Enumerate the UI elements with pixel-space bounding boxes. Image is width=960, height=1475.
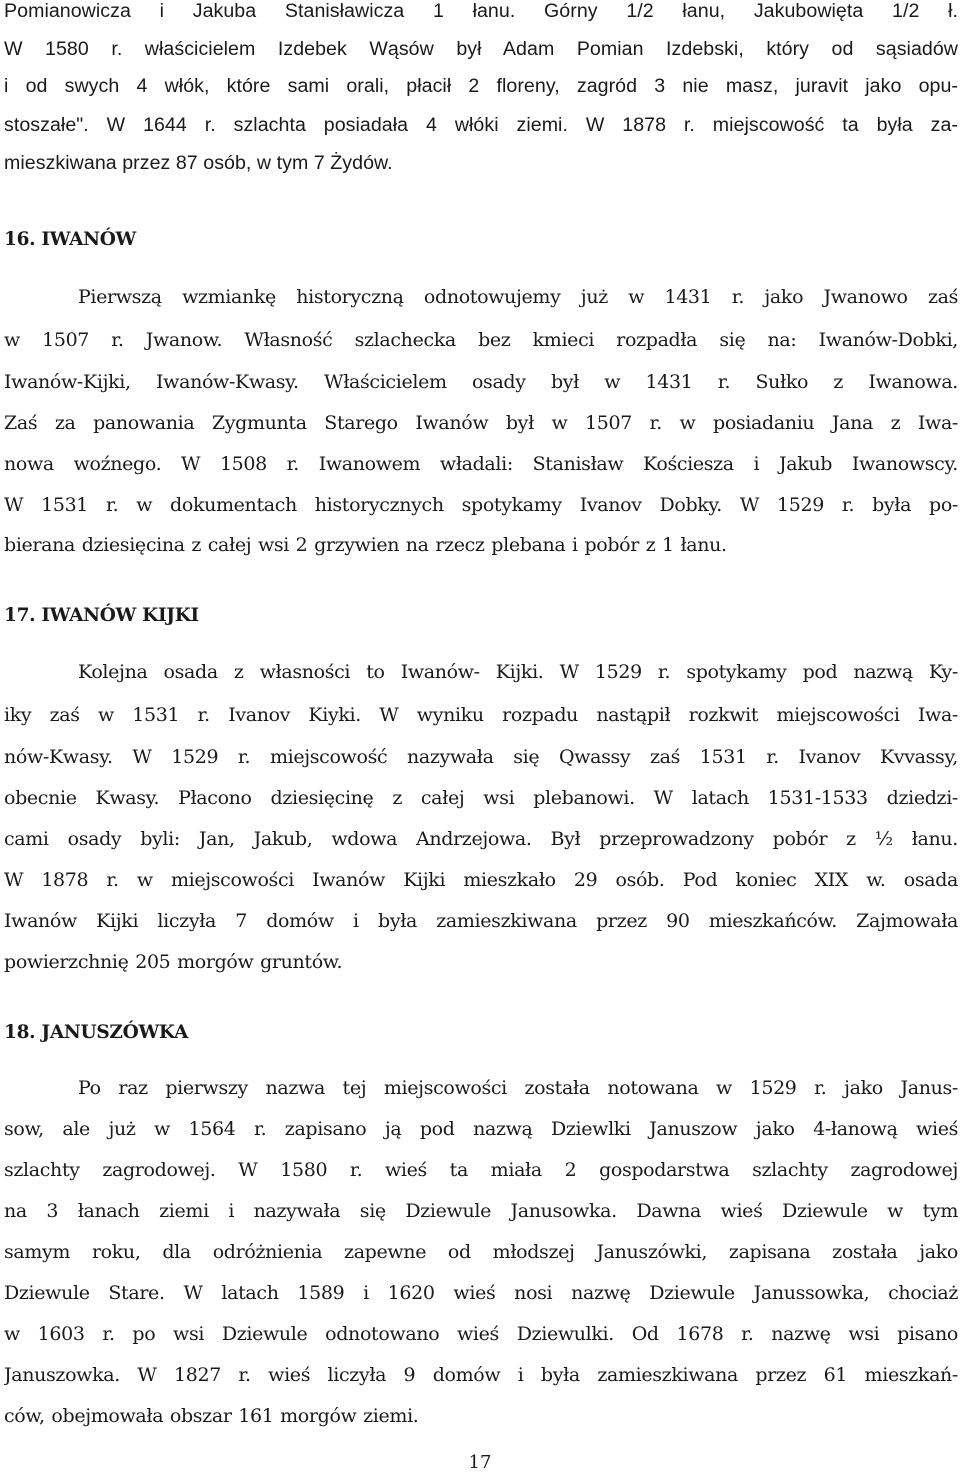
intro-line-4: stoszałe". W 1644 r. szlachta posiadała 4 włóki ziemi. W 1878 r. miejscowość ta była za- — [4, 114, 958, 136]
section-17-line-7: Iwanów Kijki liczyła 7 domów i była zamieszkiwana przez 90 mieszkańców. Zajmowała — [4, 910, 958, 932]
section-16-line-2: w 1507 r. Jwanow. Własność szlachecka bez kmieci rozpadła się na: Iwanów-Dobki, — [4, 329, 958, 351]
section-18-line-8: Januszowka. W 1827 r. wieś liczyła 9 domów i była zamieszkiwana przez 61 mieszkań- — [4, 1364, 958, 1386]
section-17-line-4: obecnie Kwasy. Płacono dziesięcinę z całej wsi plebanowi. W latach 1531-1533 dziedzi- — [4, 787, 958, 809]
section-18-line-9: ców, obejmowała obszar 161 morgów ziemi. — [4, 1405, 419, 1427]
section-16-line-7: bierana dziesięcina z całej wsi 2 grzywien na rzecz plebana i pobór z 1 łanu. — [4, 534, 727, 556]
section-18-line-3: szlachty zagrodowej. W 1580 r. wieś ta miała 2 gospodarstwa szlachty zagrodowej — [4, 1159, 958, 1181]
section-18-line-2: sow, ale już w 1564 r. zapisano ją pod nazwą Dziewlki Januszow jako 4-łanową wieś — [4, 1118, 958, 1140]
page-number: 17 — [468, 1452, 492, 1473]
section-17-line-5: cami osady byli: Jan, Jakub, wdowa Andrzejowa. Był przeprowadzony pobór z ½ łanu. — [4, 828, 958, 850]
intro-line-2: W 1580 r. właścicielem Izdebek Wąsów był Adam Pomian Izdebski, który od sąsiadów — [4, 38, 958, 60]
section-17-line-1: Kolejna osada z własności to Iwanów- Kijki. W 1529 r. spotykamy pod nazwą Ky- — [78, 661, 958, 683]
section-18-line-1: Po raz pierwszy nazwa tej miejscowości została notowana w 1529 r. jako Janus- — [78, 1077, 958, 1099]
section-17-line-2: iky zaś w 1531 r. Ivanov Kiyki. W wyniku rozpadu nastąpił rozkwit miejscowości Iwa- — [4, 704, 958, 726]
section-18-line-7: w 1603 r. po wsi Dziewule odnotowano wieś Dziewulki. Od 1678 r. nazwę wsi pisano — [4, 1323, 958, 1345]
section-17-line-3: nów-Kwasy. W 1529 r. miejscowość nazywała się Qwassy zaś 1531 r. Ivanov Kvvassy, — [4, 746, 958, 768]
section-16-line-3: Iwanów-Kijki, Iwanów-Kwasy. Właścicielem osady był w 1431 r. Sułko z Iwanowa. — [4, 371, 958, 393]
intro-line-3: i od swych 4 włók, które sami orali, płacił 2 floreny, zagród 3 nie masz, juravit jako opu- — [4, 75, 958, 97]
section-heading-januszowka: 18. JANUSZÓWKA — [4, 1022, 189, 1043]
section-heading-iwanow-kijki: 17. IWANÓW KIJKI — [4, 605, 199, 626]
section-16-line-6: W 1531 r. w dokumentach historycznych spotykamy Ivanov Dobky. W 1529 r. była po- — [4, 494, 958, 516]
section-17-line-6: W 1878 r. w miejscowości Iwanów Kijki mieszkało 29 osób. Pod koniec XIX w. osada — [4, 869, 958, 891]
section-18-line-6: Dziewule Stare. W latach 1589 i 1620 wieś nosi nazwę Dziewule Janussowka, chociaż — [4, 1282, 958, 1304]
intro-line-5: mieszkiwana przez 87 osób, w tym 7 Żydów. — [4, 152, 393, 174]
section-16-line-1: Pierwszą wzmiankę historyczną odnotowujemy już w 1431 r. jako Jwanowo zaś — [78, 286, 958, 308]
section-heading-iwanow: 16. IWANÓW — [4, 229, 137, 250]
section-16-line-4: Zaś za panowania Zygmunta Starego Iwanów był w 1507 r. w posiadaniu Jana z Iwa- — [4, 412, 958, 434]
section-18-line-4: na 3 łanach ziemi i nazywała się Dziewule Janusowka. Dawna wieś Dziewule w tym — [4, 1200, 958, 1222]
section-16-line-5: nowa woźnego. W 1508 r. Iwanowem władali: Stanisław Kościesza i Jakub Iwanowscy. — [4, 453, 958, 475]
intro-line-1: Pomianowicza i Jakuba Stanisławicza 1 łanu. Górny 1/2 łanu, Jakubowięta 1/2 ł. — [4, 0, 958, 22]
section-17-line-8: powierzchnię 205 morgów gruntów. — [4, 951, 343, 973]
section-18-line-5: samym roku, dla odróżnienia zapewne od młodszej Januszówki, zapisana została jako — [4, 1241, 958, 1263]
